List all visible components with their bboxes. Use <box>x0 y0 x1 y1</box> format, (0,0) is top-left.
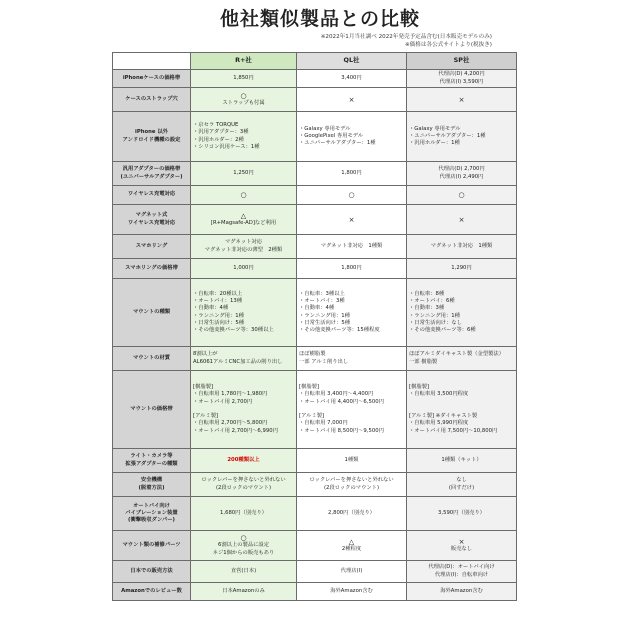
cell-line: ・オートバイ：13種 <box>193 298 243 305</box>
cell-line: ・オートバイ：3種 <box>299 298 345 305</box>
cell-line: 海外Amazon含む <box>330 587 373 594</box>
cell-r-plus <box>191 205 297 235</box>
row-label <box>113 531 191 561</box>
header-sp: SP社 <box>407 53 517 70</box>
cell-line: ○ <box>240 191 247 199</box>
cell-ql <box>297 162 407 186</box>
cell-line: × <box>348 95 355 104</box>
cell-line: ・Galaxy 専用モデル <box>409 125 461 132</box>
cell-ql <box>297 347 407 371</box>
cell-r-plus <box>191 347 297 371</box>
cell-sp <box>407 449 517 473</box>
row-label <box>113 583 191 601</box>
cell-line: ・自転車用 2,700円〜5,800円 <box>193 420 268 427</box>
cell-line: ・汎用ホルダー：1種 <box>409 140 460 147</box>
row-label-line: ワイヤレス充電対応 <box>127 191 176 198</box>
cell-line: 代理店(D) 4,200円 <box>438 71 485 78</box>
cell-sp <box>407 70 517 88</box>
row-label-line: マグネット式 <box>135 212 168 219</box>
cell-line: ・日常生活向け：5種 <box>193 319 245 326</box>
cell-line: ロックレバーを押さないと外れない <box>309 477 394 484</box>
row-label <box>113 70 191 88</box>
cell-r-plus <box>191 561 297 583</box>
row-label-line: オートバイ向け <box>133 502 170 509</box>
cell-ql <box>297 449 407 473</box>
table-row <box>113 186 517 205</box>
cell-ql <box>297 473 407 497</box>
cell-sp <box>407 347 517 371</box>
cell-line: ほぼ樹脂製 <box>299 351 326 358</box>
row-label-line: ライト・カメラ等 <box>130 453 173 460</box>
cell-line: ・自転車：20種以上 <box>193 290 243 297</box>
cell-line: (回すだけ) <box>448 484 475 491</box>
cell-line: 海外Amazon含む <box>440 587 483 594</box>
row-label-line: (脱着方法) <box>138 484 165 491</box>
table-row <box>113 347 517 371</box>
row-label-line: アンドロイド機種の設定 <box>122 136 181 143</box>
table-row <box>113 473 517 497</box>
cell-line: ・自動車：4種 <box>299 305 335 312</box>
cell-line: なし <box>456 477 467 484</box>
cell-line: ・自転車：3種以上 <box>299 290 345 297</box>
cell-line: 2種程度 <box>341 545 362 552</box>
cell-line: ・自動車：4種 <box>193 305 229 312</box>
cell-line: ○ <box>240 91 247 100</box>
row-label-line: ケースのストラップ穴 <box>125 95 178 102</box>
cell-line: ・自転車用 1,780円〜1,980円 <box>193 391 268 398</box>
comparison-table <box>112 52 517 601</box>
cell-line: × <box>458 215 465 224</box>
cell-line: ロックレバーを押さないと外れない <box>201 477 286 484</box>
row-label-line: スマホリング <box>135 242 168 249</box>
cell-line: ・京セラ TORQUE <box>193 122 239 129</box>
cell-ql <box>297 279 407 347</box>
cell-line: ・自転車用 3,500円程度 <box>409 391 469 398</box>
cell-line: マグネット対応 <box>224 239 263 246</box>
row-label-line: マウントの価格帯 <box>130 405 173 412</box>
cell-line: ・汎用アダプター：3種 <box>193 129 249 136</box>
cell-sp <box>407 497 517 531</box>
page-title: 他社類似製品との比較 <box>219 8 420 30</box>
cell-r-plus <box>191 497 297 531</box>
cell-line: [樹脂製] <box>299 384 320 391</box>
cell-line: △ <box>348 537 355 546</box>
cell-line: △ <box>240 211 247 220</box>
cell-line: ・自転車：8種 <box>409 290 445 297</box>
cell-line: 一部 アルミ削り出し <box>299 358 349 365</box>
cell-line: ・自転車用 5,990円程度 <box>409 420 469 427</box>
row-label-line: (衝撃吸収ダンパー) <box>128 517 175 524</box>
cell-line: ・オートバイ用 4,400円〜6,500円 <box>299 398 384 405</box>
row-label <box>113 162 191 186</box>
cell-line: [樹脂製] <box>193 384 214 391</box>
cell-r-plus <box>191 88 297 112</box>
cell-line: 1,800円 <box>341 169 362 176</box>
row-label <box>113 561 191 583</box>
cell-line: [アルミ製] ※ダイキャスト製 <box>409 413 478 420</box>
row-label <box>113 112 191 162</box>
cell-line: 日本Amazonのみ <box>222 587 265 594</box>
cell-line: ・自転車用 7,000円 <box>299 420 348 427</box>
cell-line: ・ランニング用：1種 <box>193 312 244 319</box>
cell-line: ・その他変換パーツ等：6種 <box>409 326 476 333</box>
row-label-line: スマホリングの価格帯 <box>125 264 178 271</box>
cell-line: 1種類 <box>344 456 359 463</box>
note-line: ※2022年1月当社調べ 2022年発売予定品含む(日本販売モデルのみ) <box>320 34 492 40</box>
cell-ql <box>297 235 407 259</box>
cell-line: 代理店(D)：オートバイ向け <box>428 564 495 571</box>
cell-sp <box>407 88 517 112</box>
cell-line: ・GooglePixel 専用モデル <box>299 132 364 139</box>
cell-line: 1種類（キット） <box>441 456 482 463</box>
cell-line: 販売なし <box>450 545 473 552</box>
cell-line: (2段ロックのマウント) <box>323 484 380 491</box>
cell-ql <box>297 112 407 162</box>
cell-ql <box>297 583 407 601</box>
table-row <box>113 583 517 601</box>
table-row <box>113 235 517 259</box>
cell-r-plus <box>191 70 297 88</box>
cell-line: 3,590円（別売り） <box>438 509 485 516</box>
cell-line: ○ <box>240 534 247 543</box>
cell-line: 一部 樹脂製 <box>409 358 438 365</box>
row-label <box>113 449 191 473</box>
cell-line: 直営(日本) <box>230 567 257 574</box>
cell-line: 1,250円 <box>233 169 254 176</box>
row-label-line: 日本での販売方法 <box>130 567 173 574</box>
cell-ql <box>297 88 407 112</box>
cell-r-plus <box>191 186 297 205</box>
cell-line: ○ <box>458 191 465 199</box>
cell-line: 6割以上の製品に設定 <box>217 542 270 549</box>
cell-line <box>193 406 294 413</box>
cell-line: × <box>348 215 355 224</box>
cell-sp <box>407 531 517 561</box>
cell-line: ・オートバイ用 8,500円〜9,500円 <box>299 427 384 434</box>
cell-line: 1,680円（別売り） <box>220 509 267 516</box>
table-row <box>113 371 517 449</box>
cell-line: ・汎用ホルダー：2種 <box>193 136 244 143</box>
table-row <box>113 561 517 583</box>
cell-line: ・ランニング用：1種 <box>409 312 460 319</box>
cell-line: ネジ1個からの販売もあり <box>212 549 275 556</box>
row-label <box>113 88 191 112</box>
cell-line: × <box>458 537 465 546</box>
table-row <box>113 497 517 531</box>
table-row <box>113 531 517 561</box>
cell-sp <box>407 186 517 205</box>
cell-line: (2段ロックのマウント) <box>215 484 272 491</box>
cell-sp <box>407 371 517 449</box>
cell-line: 200種類以上 <box>227 456 260 463</box>
row-label-line: マウントの種類 <box>132 308 171 315</box>
cell-line: ・その他変換パーツ等：30種以上 <box>193 326 274 333</box>
cell-sp <box>407 561 517 583</box>
cell-line: ・オートバイ用 2,700円〜6,990円 <box>193 427 278 434</box>
row-label <box>113 259 191 279</box>
cell-line: [アルミ製] <box>193 413 219 420</box>
cell-line: ・日常生活向け：なし <box>409 319 462 326</box>
cell-line: マグネット非対応 1種類 <box>430 242 493 249</box>
cell-r-plus <box>191 531 297 561</box>
row-label <box>113 371 191 449</box>
cell-line: 1,850円 <box>233 74 254 81</box>
cell-r-plus <box>191 371 297 449</box>
cell-line: 代理店(I) 2,490円 <box>439 173 484 180</box>
row-label-line: 安全機構 <box>140 477 163 484</box>
cell-line: ・シリコン汎用ケース：1種 <box>193 143 260 150</box>
row-label-line: iPhoneケースの価格帯 <box>122 74 181 81</box>
cell-line <box>299 406 404 413</box>
cell-line: 代理店(I) <box>340 567 363 574</box>
cell-line: 3,400円 <box>341 74 362 81</box>
cell-ql <box>297 531 407 561</box>
table-row <box>113 112 517 162</box>
cell-line: マグネット非対応の薄型 2種類 <box>204 246 283 253</box>
cell-line: ○ <box>348 191 355 199</box>
cell-line: 8割以上が <box>193 351 218 358</box>
cell-line: ・ランニング用：1種 <box>299 312 350 319</box>
cell-line: ・その他変換パーツ等：15種程度 <box>299 326 380 333</box>
cell-line: ストラップも付属 <box>222 99 265 106</box>
row-label-line: iPhone 以外 <box>135 129 168 136</box>
cell-line: AL6061アルミCNC加工品の削り出し <box>193 358 283 365</box>
cell-line: [R+Magsafe-AD]など利用 <box>210 219 277 226</box>
cell-line: 1,000円 <box>233 264 254 271</box>
table-row <box>113 205 517 235</box>
header-blank <box>113 53 191 70</box>
cell-sp <box>407 473 517 497</box>
row-label-line: Amazonでのレビュー数 <box>121 587 182 594</box>
cell-line: ・日常生活向け：5種 <box>299 319 351 326</box>
cell-line: [アルミ製] <box>299 413 325 420</box>
row-label <box>113 473 191 497</box>
cell-sp <box>407 583 517 601</box>
cell-line: ・オートバイ用 7,500円〜10,800円 <box>409 427 498 434</box>
cell-r-plus <box>191 473 297 497</box>
cell-ql <box>297 371 407 449</box>
cell-ql <box>297 497 407 531</box>
cell-line: 1,800円 <box>341 264 362 271</box>
cell-r-plus <box>191 583 297 601</box>
cell-r-plus <box>191 449 297 473</box>
row-label <box>113 497 191 531</box>
row-label-line: 汎用アダプターの価格帯 <box>122 166 181 173</box>
cell-line: ・Galaxy 専用モデル <box>299 125 351 132</box>
cell-line: × <box>458 95 465 104</box>
cell-r-plus <box>191 235 297 259</box>
cell-sp <box>407 279 517 347</box>
cell-r-plus <box>191 279 297 347</box>
cell-ql <box>297 70 407 88</box>
cell-r-plus <box>191 162 297 186</box>
row-label-line: 拡張アダプターの種類 <box>125 460 178 467</box>
cell-line: ・オートバイ：6種 <box>409 298 455 305</box>
cell-line <box>409 399 514 406</box>
cell-line: 代理店(I)：自転車向け <box>434 571 489 578</box>
row-label <box>113 347 191 371</box>
row-label-line: マウントの材質 <box>132 354 171 361</box>
cell-line: ほぼアルミダイキャスト製（金型製法） <box>409 351 505 358</box>
row-label <box>113 235 191 259</box>
cell-sp <box>407 259 517 279</box>
table-row <box>113 259 517 279</box>
cell-sp <box>407 205 517 235</box>
note-line: ※価格は各公式サイトより(税抜き) <box>405 41 492 48</box>
cell-line: マグネット非対応 1種類 <box>320 242 383 249</box>
cell-line: 代理店(I) 3,590円 <box>439 78 484 85</box>
row-label <box>113 205 191 235</box>
cell-line: 2,800円（別売り） <box>328 509 375 516</box>
cell-ql <box>297 205 407 235</box>
table-row <box>113 162 517 186</box>
cell-line: ・ユニバーサルアダプター：1種 <box>299 140 376 147</box>
table-body <box>113 70 517 601</box>
header-ql: QL社 <box>297 53 407 70</box>
row-label <box>113 186 191 205</box>
cell-ql <box>297 561 407 583</box>
table-row <box>113 449 517 473</box>
cell-sp <box>407 235 517 259</box>
cell-line <box>409 406 514 413</box>
cell-line: 1,290円 <box>451 264 472 271</box>
cell-line: ・自動車：3種 <box>409 305 445 312</box>
cell-line: ・オートバイ用 2,700円 <box>193 398 253 405</box>
cell-r-plus <box>191 112 297 162</box>
cell-sp <box>407 112 517 162</box>
cell-line: ・自転車用 3,400円〜4,400円 <box>299 391 374 398</box>
row-label-line: バイブレーション装置 <box>125 509 178 516</box>
table-row <box>113 88 517 112</box>
header-row <box>113 53 517 70</box>
cell-line: 代理店(D) 2,700円 <box>438 166 485 173</box>
cell-sp <box>407 162 517 186</box>
header-r-plus: R+社 <box>191 53 297 70</box>
cell-ql <box>297 186 407 205</box>
row-label-line: ワイヤレス充電対応 <box>127 219 176 226</box>
row-label-line: マウント類の補修パーツ <box>122 541 181 548</box>
cell-ql <box>297 259 407 279</box>
row-label-line: (ユニバーサルアダプター) <box>120 173 183 180</box>
table-row <box>113 279 517 347</box>
cell-line: [樹脂製] <box>409 384 430 391</box>
cell-line: ・ユニバーサルアダプター：1種 <box>409 132 486 139</box>
table-row <box>113 70 517 88</box>
cell-r-plus <box>191 259 297 279</box>
row-label <box>113 279 191 347</box>
notes <box>321 34 492 49</box>
